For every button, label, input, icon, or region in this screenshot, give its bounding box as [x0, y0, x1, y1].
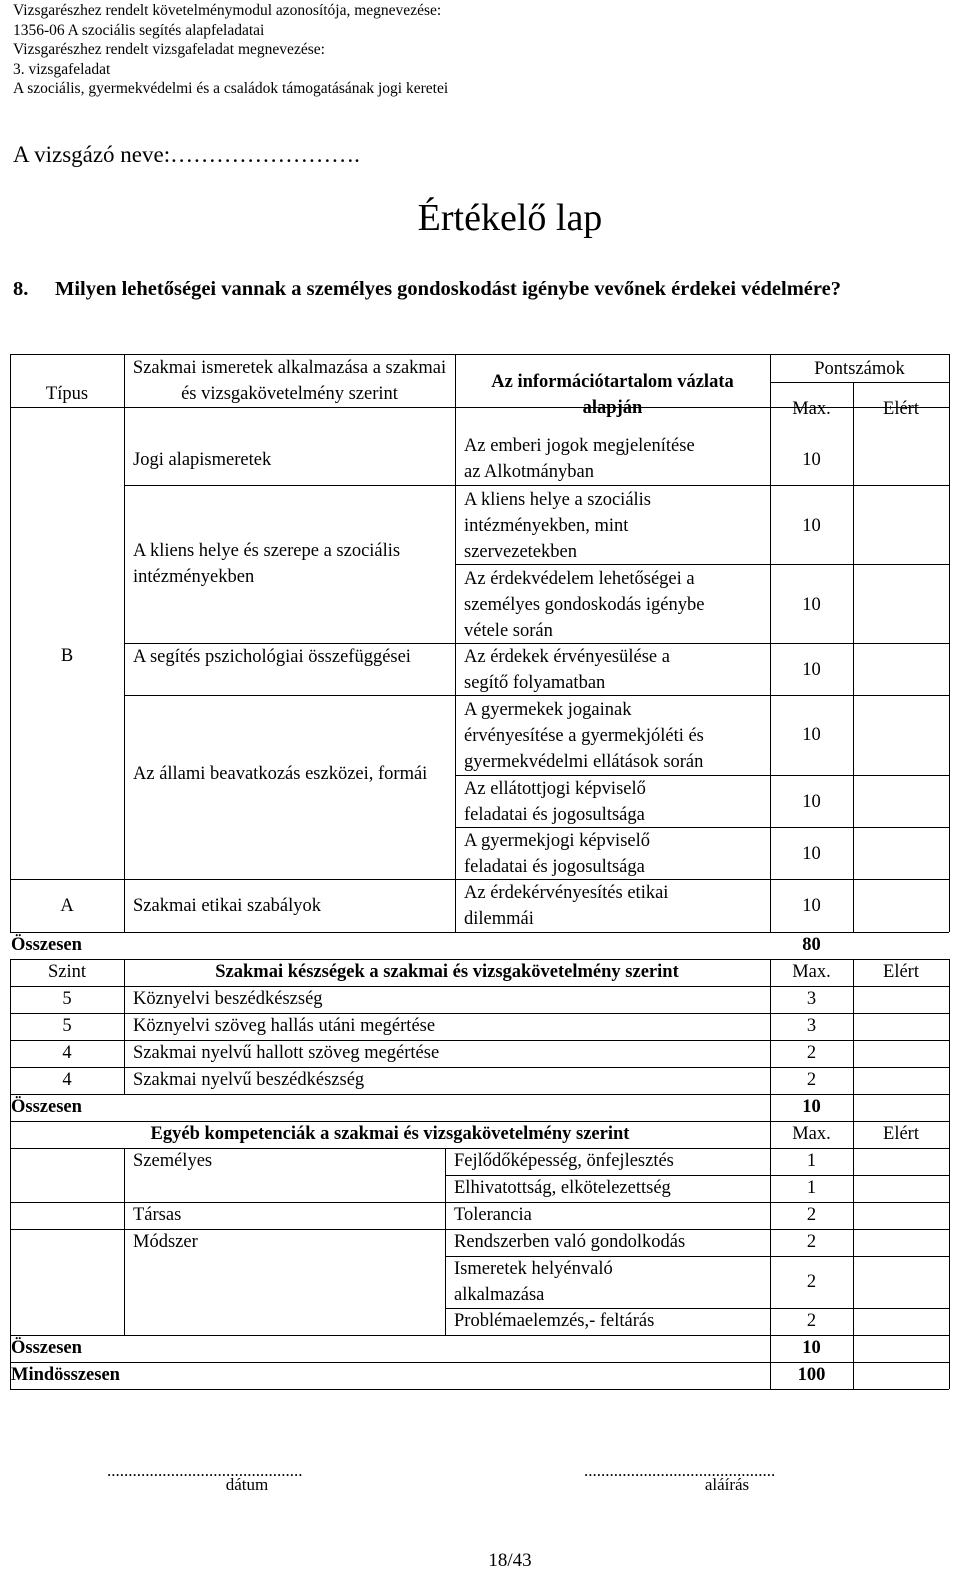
content-cell: A gyermekek jogainak érvényesítése a gyermekjóléti és gyermekvédelmi ellátások során [464, 700, 704, 772]
column-header-achieved: Elért [883, 962, 919, 982]
column-header-max: Max. [792, 962, 831, 982]
skill-cell: Szakmai nyelvű beszédkészség [133, 1070, 365, 1090]
max-points-cell: 10 [802, 450, 821, 470]
type-cell: A [60, 896, 74, 916]
column-header-topic: Szakmai ismeretek alkalmazása a szakmai és vizsgakövetelmény szerint [132, 358, 447, 404]
competency-cell: Elhivatottság, elkötelezettség [454, 1178, 671, 1198]
level-cell: 5 [62, 989, 72, 1009]
max-points-cell: 10 [802, 896, 821, 916]
column-header-max: Max. [792, 399, 831, 419]
max-points-cell: 1 [806, 1151, 817, 1171]
content-cell: Az emberi jogok megjelenítése az Alkotmányban [464, 436, 695, 482]
max-points-cell: 10 [802, 792, 821, 812]
date-line: .............................................. [107, 1461, 303, 1480]
total-max: 10 [802, 1338, 821, 1358]
document-header [13, 1, 448, 99]
column-header-max: Max. [792, 1124, 831, 1144]
question-text: Milyen lehetőségei vannak a személyes gondoskodást igénybe vevőnek érdekei védelmére? [55, 278, 841, 300]
header-line: Vizsgarészhez rendelt követelménymodul azonosítója, megnevezése: [13, 2, 442, 19]
page-number: 18/43 [488, 1550, 532, 1571]
signature-label: aláírás [704, 1475, 750, 1494]
category-cell: Személyes [133, 1151, 213, 1171]
topic-cell: Jogi alapismeretek [133, 450, 272, 470]
content-cell: A gyermekjogi képviselő feladatai és jogosultsága [464, 831, 650, 877]
total-max: 10 [802, 1097, 821, 1117]
column-header-type: Típus [45, 384, 89, 404]
max-points-cell: 10 [802, 725, 821, 745]
max-points-cell: 10 [802, 516, 821, 536]
level-cell: 4 [62, 1043, 72, 1063]
level-cell: 5 [62, 1016, 72, 1036]
skill-cell: Köznyelvi beszédkészség [133, 989, 323, 1009]
question-number: 8. [13, 278, 29, 300]
max-points-cell: 2 [806, 1311, 817, 1331]
header-line: Vizsgarészhez rendelt vizsgafeladat megnevezése: [13, 41, 325, 58]
content-cell: Az ellátottjogi képviselő feladatai és jogosultsága [464, 779, 646, 825]
content-cell: Az érdekek érvényesülése a segítő folyamatban [464, 647, 670, 693]
column-header-achieved: Elért [883, 399, 919, 419]
max-points-cell: 2 [806, 1205, 817, 1225]
competency-cell: Ismeretek helyénvaló alkalmazása [454, 1259, 613, 1305]
header-line: A szociális, gyermekvédelmi és a családok támogatásának jogi keretei [13, 80, 449, 97]
total-label: Összesen [11, 1097, 82, 1117]
total-max: 80 [802, 935, 821, 955]
column-header-content: Az információtartalom vázlata alapján [491, 372, 734, 418]
max-points-cell: 10 [802, 595, 821, 615]
max-points-cell: 3 [806, 989, 817, 1009]
header-line: 1356-06 A szociális segítés alapfeladatai [13, 21, 265, 39]
total-label: Összesen [11, 935, 82, 955]
max-points-cell: 2 [806, 1043, 817, 1063]
topic-cell: A segítés pszichológiai összefüggései [133, 647, 411, 667]
type-cell: B [60, 646, 74, 666]
max-points-cell: 1 [806, 1178, 817, 1198]
topic-cell: Szakmai etikai szabályok [133, 896, 322, 916]
max-points-cell: 2 [806, 1272, 817, 1292]
column-header-skills: Szakmai készségek a szakmai és vizsgakövetelmény szerint [215, 962, 679, 982]
skill-cell: Köznyelvi szöveg hallás utáni megértése [133, 1016, 436, 1036]
page-title: Értékelő lap [417, 197, 603, 239]
column-header-achieved: Elért [883, 1124, 919, 1144]
date-label: dátum [225, 1475, 269, 1494]
column-header-competencies: Egyéb kompetenciák a szakmai és vizsgakövetelmény szerint [150, 1124, 630, 1144]
category-cell: Módszer [133, 1232, 198, 1252]
signature-line: ............................................. [584, 1461, 776, 1480]
content-cell: Az érdekérvényesítés etikai dilemmái [464, 883, 669, 929]
max-points-cell: 2 [806, 1232, 817, 1252]
header-line: 3. vizsgafeladat [13, 60, 111, 78]
max-points-cell: 3 [806, 1016, 817, 1036]
category-cell: Társas [133, 1205, 182, 1225]
column-header-points: Pontszámok [814, 359, 905, 379]
competency-cell: Problémaelemzés,- feltárás [454, 1311, 655, 1331]
competency-cell: Fejlődőképesség, önfejlesztés [454, 1151, 674, 1171]
question [13, 275, 943, 303]
topic-cell: Az állami beavatkozás eszközei, formái [133, 764, 428, 784]
examinee-name-line: A vizsgázó neve:……………………. [13, 142, 360, 167]
content-cell: Az érdekvédelem lehetőségei a személyes gondoskodás igénybe vétele során [464, 569, 705, 641]
max-points-cell: 10 [802, 660, 821, 680]
competency-cell: Tolerancia [454, 1205, 532, 1225]
grand-total-label: Mindösszesen [11, 1365, 120, 1385]
skill-cell: Szakmai nyelvű hallott szöveg megértése [133, 1043, 440, 1063]
topic-cell: A kliens helye és szerepe a szociális intézményekben [133, 541, 401, 587]
column-header-level: Szint [47, 962, 87, 982]
total-label: Összesen [11, 1338, 82, 1358]
content-cell: A kliens helye a szociális intézményekben, mint szervezetekben [464, 490, 652, 562]
grand-total-max: 100 [797, 1365, 826, 1385]
max-points-cell: 10 [802, 844, 821, 864]
competency-cell: Rendszerben való gondolkodás [454, 1232, 686, 1252]
max-points-cell: 2 [806, 1070, 817, 1090]
level-cell: 4 [62, 1070, 72, 1090]
